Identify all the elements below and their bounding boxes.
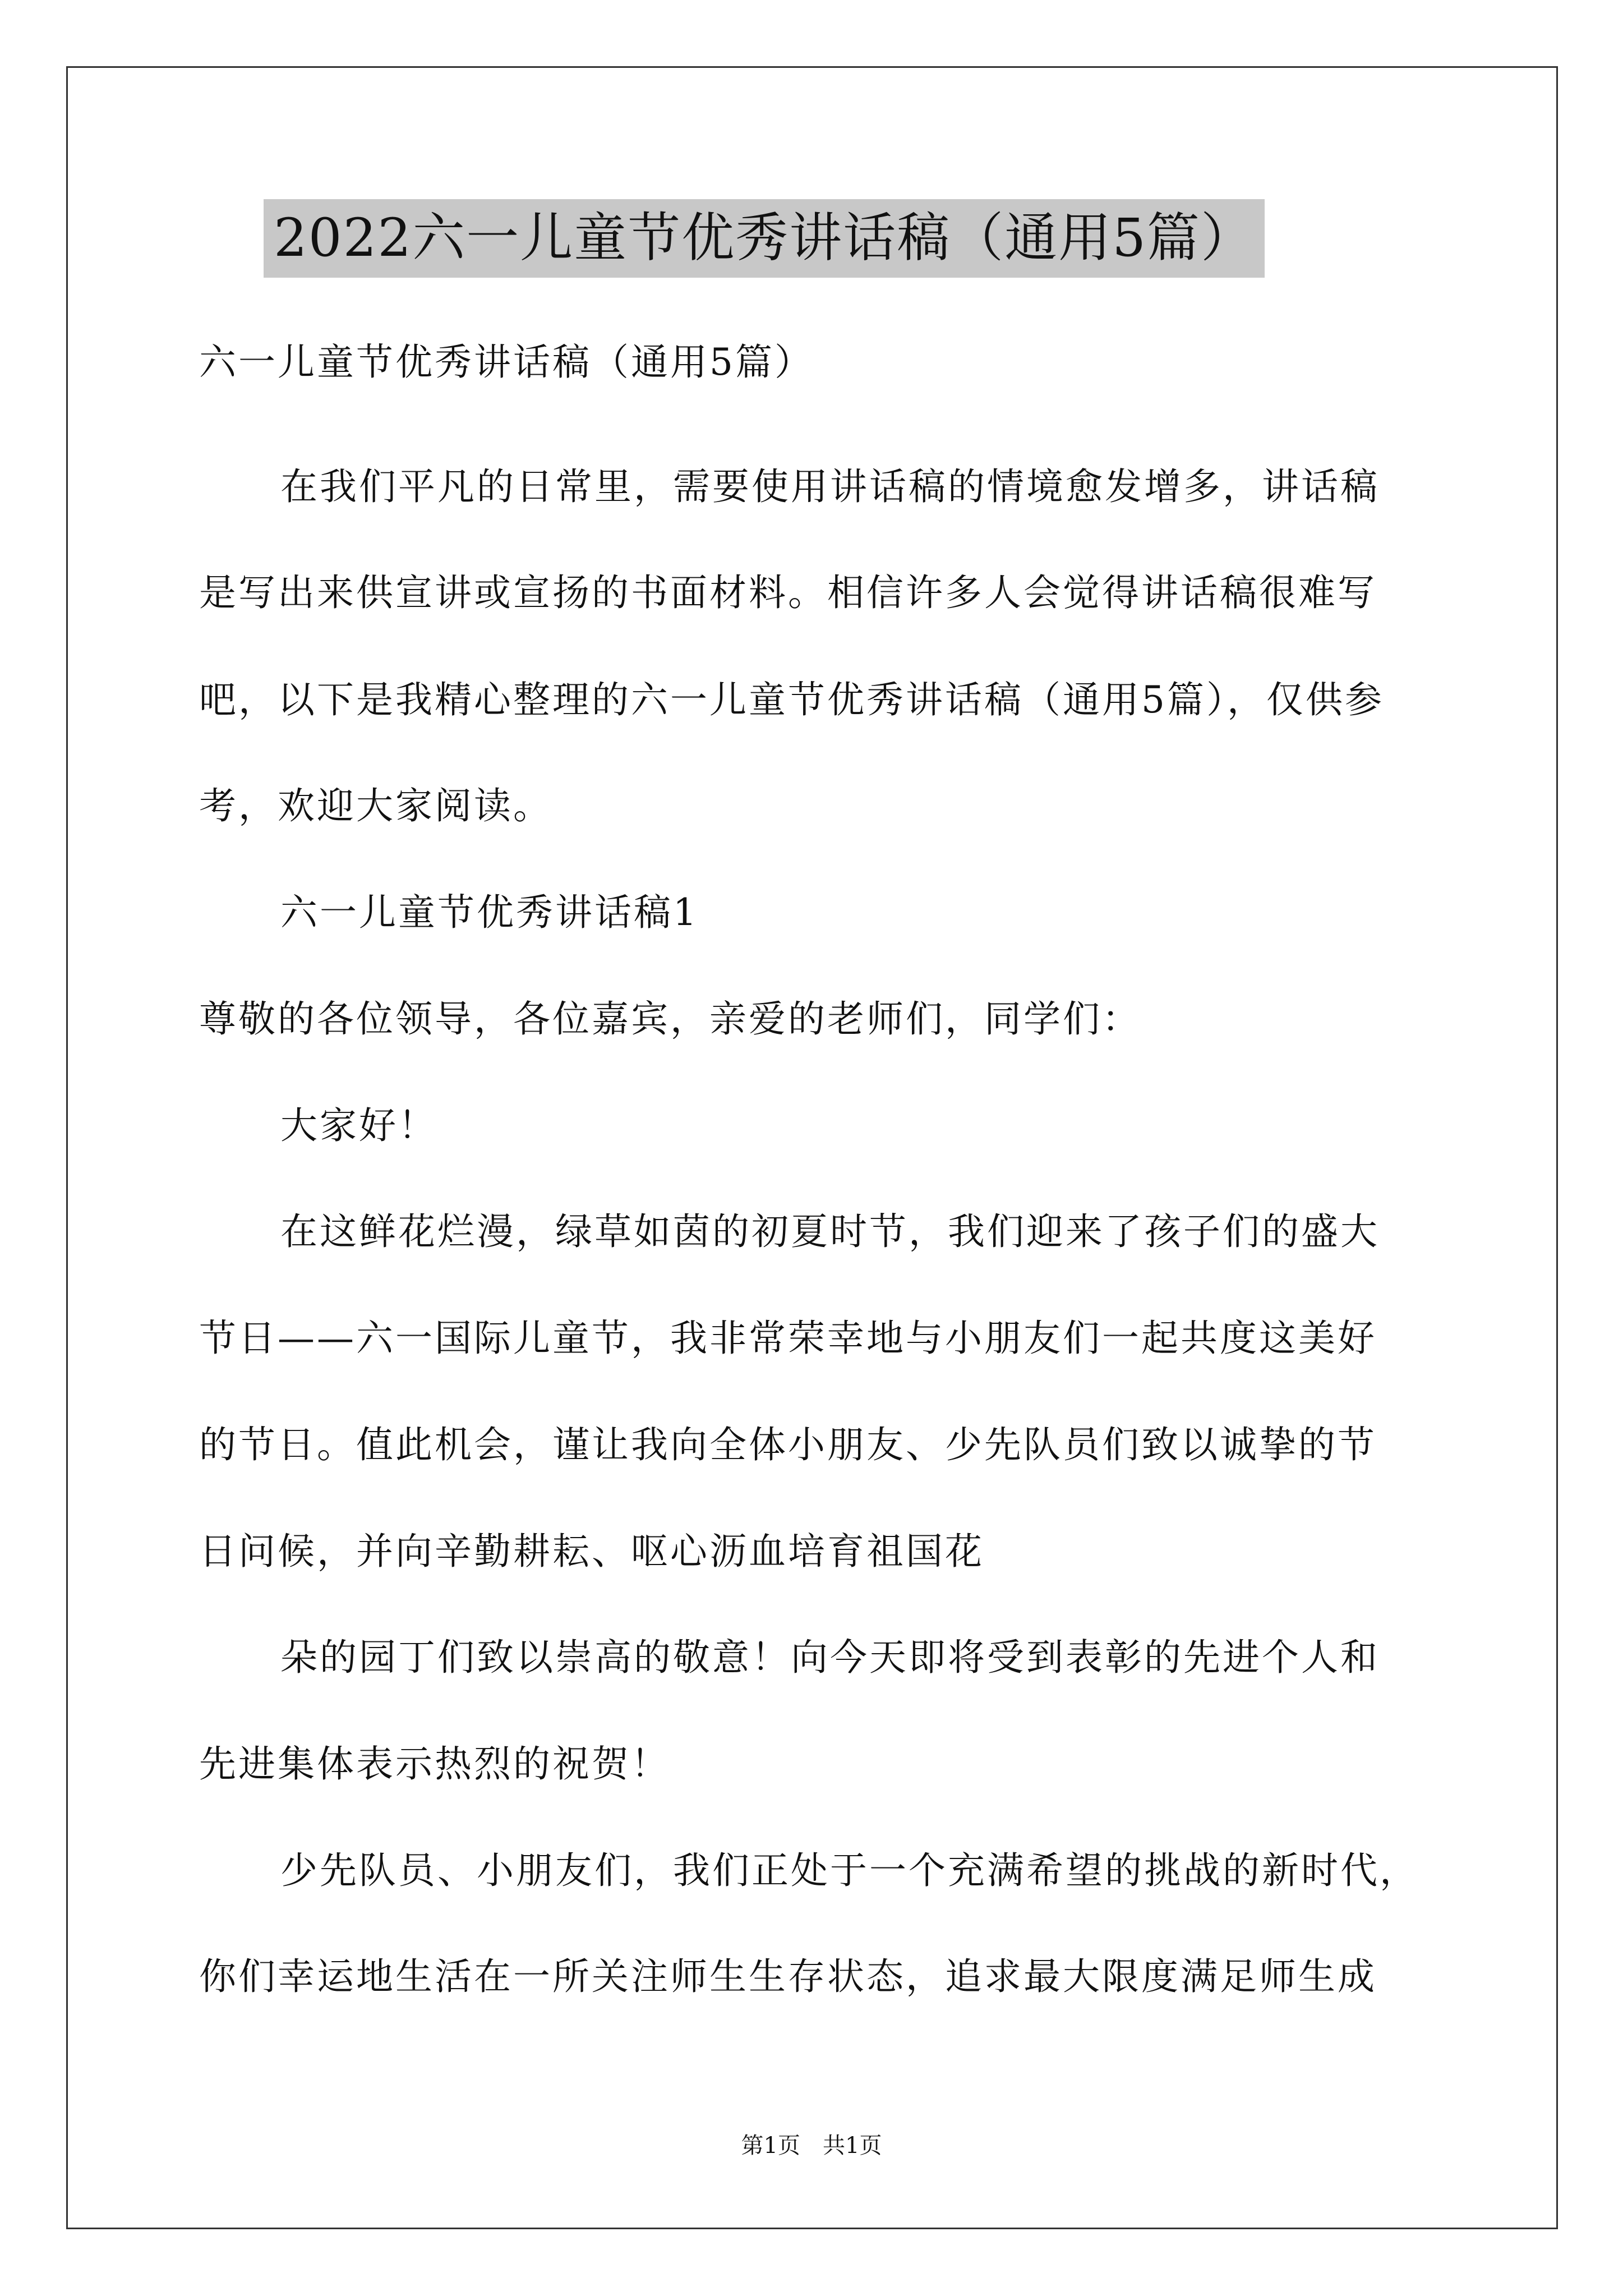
subtitle-line: 六一儿童节优秀讲话稿（通用5篇） (199, 341, 814, 384)
paragraph-line: 是写出来供宣讲或宣扬的书面材料。相信许多人会觉得讲话稿很难写 (199, 571, 1377, 614)
paragraph-line: 先进集体表示热烈的祝贺！ (199, 1742, 670, 1786)
paragraph-line: 考，欢迎大家阅读。 (199, 784, 552, 827)
page-footer: 第1页 共1页 (741, 2133, 882, 2159)
paragraph-line: 在这鲜花烂漫，绿草如茵的初夏时节，我们迎来了孩子们的盛大 (280, 1210, 1380, 1253)
paragraph-line: 大家好！ (280, 1104, 437, 1147)
document-title: 2022六一儿童节优秀讲话稿（通用5篇） (264, 199, 1265, 278)
paragraph-line: 吧，以下是我精心整理的六一儿童节优秀讲话稿（通用5篇），仅供参 (199, 678, 1384, 721)
paragraph-line: 少先队员、小朋友们，我们正处于一个充满希望的挑战的新时代， (280, 1849, 1419, 1892)
paragraph-line: 尊敬的各位领导，各位嘉宾，亲爱的老师们，同学们： (199, 997, 1141, 1041)
paragraph-line: 你们幸运地生活在一所关注师生生存状态，追求最大限度满足师生成 (199, 1955, 1377, 1998)
paragraph-line: 节日——六一国际儿童节，我非常荣幸地与小朋友们一起共度这美好 (199, 1317, 1377, 1360)
paragraph-line: 的节日。值此机会，谨让我向全体小朋友、少先队员们致以诚挚的节 (199, 1423, 1377, 1466)
paragraph-line: 朵的园丁们致以崇高的敬意！向今天即将受到表彰的先进个人和 (280, 1636, 1380, 1679)
paragraph-line: 在我们平凡的日常里，需要使用讲话稿的情境愈发增多，讲话稿 (280, 465, 1380, 508)
section-heading: 六一儿童节优秀讲话稿1 (280, 891, 699, 934)
paragraph-line: 日问候，并向辛勤耕耘、呕心沥血培育祖国花 (199, 1530, 984, 1573)
